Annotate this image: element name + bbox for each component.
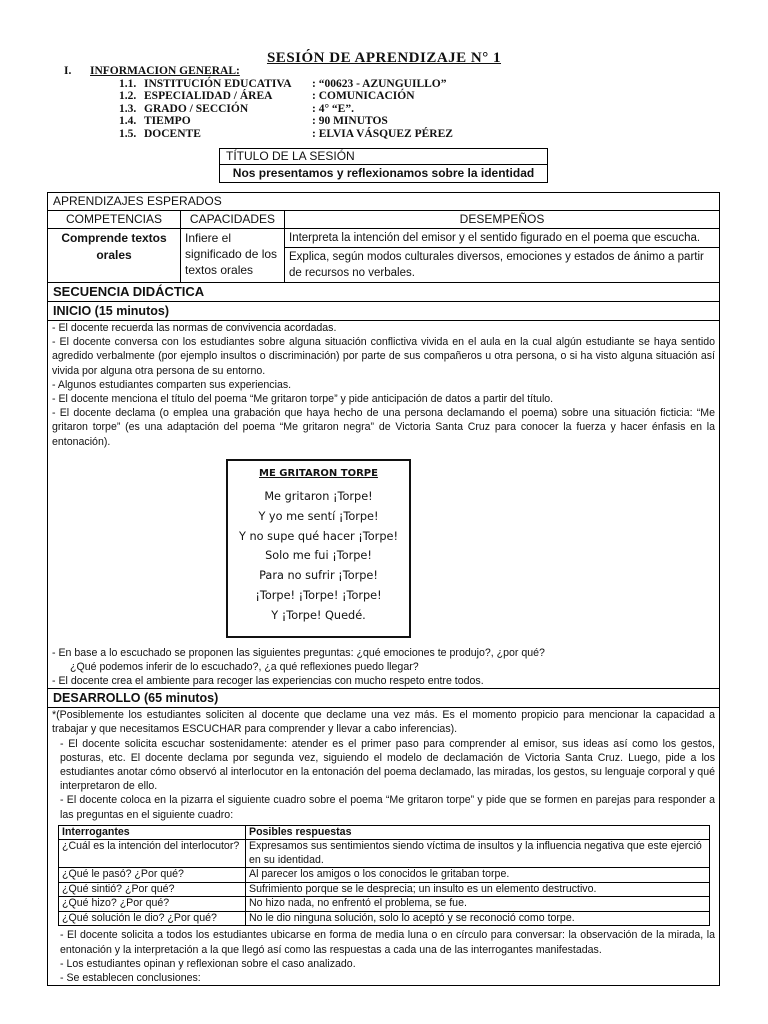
question-cell: ¿Qué solución le dio? ¿Por qué? [59,911,246,926]
session-title-text: Nos presentamos y reflexionamos sobre la identidad [232,166,535,180]
answer-cell: No hizo nada, no enfrentó el problema, se fue. [246,897,710,912]
poem-line: Y ¡Torpe! Quedé. [271,608,366,622]
table-row [59,882,710,897]
info-value: : “00623 - AZUNGUILLO” [312,77,447,90]
table-row [59,868,710,883]
question-cell: ¿Qué hizo? ¿Por qué? [59,897,246,912]
desempenos-cell [285,229,719,283]
poem-line: Para no sufrir ¡Torpe! [259,569,378,583]
inicio-heading: INICIO (15 minutos) [48,302,719,321]
answer-cell: No le dio ninguna solución, solo lo aceptó y se reconoció como torpe. [246,911,710,926]
col-competencias: COMPETENCIAS [48,211,181,229]
desarrollo-after-item: - Los estudiantes opinan y reflexionan sobre el caso analizado. [60,957,356,970]
answer-cell: Sufrimiento porque se le desprecia; un insulto es un elemento destructivo. [246,882,710,897]
inicio-item: - El docente recuerda las normas de convivencia acordadas. [52,322,337,334]
poem-line: Y yo me sentí ¡Torpe! [258,509,379,523]
desarrollo-content [48,708,719,985]
capacidad-cell: Infiere el significado de los textos orales [181,229,285,283]
inicio-after-item: ¿Qué podemos inferir de lo escuchado?, ¿a qué reflexiones puedo llegar? [70,660,419,673]
desarrollo-after-item: - El docente solicita a todos los estudiantes ubicarse en forma de media luna o en círculo para conversar: la observación de la mirada, la entonación y la interpretación a la que llegó así como las respuestas a cada una de las interrogantes manifestadas. [60,929,715,956]
info-value: : ELVIA VÁSQUEZ PÉREZ [312,127,453,140]
info-label: DOCENTE [144,127,201,140]
col-desempenos: DESEMPEÑOS [285,211,719,229]
info-value: : 90 MINUTOS [312,115,388,127]
desarrollo-heading: DESARROLLO (65 minutos) [48,688,719,708]
questions-table [58,825,710,927]
question-cell: ¿Qué le pasó? ¿Por qué? [59,868,246,883]
desarrollo-after-item: - Se establecen conclusiones: [60,971,201,984]
desempeno-item: Interpreta la intención del emisor y el sentido figurado en el poema que escucha. [289,232,701,244]
aprendizajes-heading: APRENDIZAJES ESPERADOS [48,193,719,211]
inicio-item: - Algunos estudiantes comparten sus experiencias. [52,378,292,391]
desarrollo-item: - El docente solicita escuchar sostenidamente: atender es el primer paso para comprender al emisor, sus ideas así como los gestos, posturas, etc. El docente declama por segunda vez, siguiendo el modelo de declamación de Victoria Santa Cruz. Luego, pide a los estudiantes anotar cómo observó al interlocutor en la entonación del poema declamado, las miradas, los gestos, su lenguaje corporal y qué interpretaron de ello. [60,737,715,793]
inicio-item: - El docente declama (o emplea una grabación que haya hecho de una persona declamando el poema) sobre una situación ficticia: “Me gritaron torpe” (es una adaptación del poema “Me gritaron negra” de Victoria Santa Cruz para conocer la fuerza y hacer énfasis en la entonación). [52,407,715,448]
info-num: 1.4. [119,115,137,127]
info-num: 1.2. [119,90,137,102]
session-main-table [47,192,720,986]
info-label: GRADO / SECCIÓN [144,102,249,115]
table-header-row [59,825,710,840]
inicio-item: - El docente menciona el título del poema “Me gritaron torpe” y pide anticipación de datos a partir del título. [52,393,554,406]
answer-cell: Expresamos sus sentimientos siendo víctima de insultos y la influencia negativa que este ejerció en su identidad. [246,840,710,868]
info-num: 1.3. [119,102,137,115]
info-num: 1.5. [119,127,137,140]
table-row [59,911,710,926]
session-title-label: TÍTULO DE LA SESIÓN [220,149,547,165]
info-label: INSTITUCIÓN EDUCATIVA [144,77,292,90]
poem-title: ME GRITARON TORPE [259,467,378,479]
question-cell: ¿Qué sintió? ¿Por qué? [59,882,246,897]
secuencia-heading: SECUENCIA DIDÁCTICA [48,283,719,302]
table-row [59,897,710,912]
table-row [59,840,710,868]
info-label: TIEMPO [144,115,191,127]
col-respuestas: Posibles respuestas [246,825,710,840]
competencia-cell: Comprende textos orales [48,229,181,283]
desarrollo-item: - El docente coloca en la pizarra el siguiente cuadro sobre el poema “Me gritaron torpe” y pide que se formen en parejas para responder a las preguntas en el siguiente cuadro: [60,794,715,821]
inicio-after-item: - En base a lo escuchado se proponen las siguientes preguntas: ¿qué emociones te produjo?, ¿por qué? [52,646,545,659]
desempeno-item: Explica, según modos culturales diversos, emociones y estados de ánimo a partir de recursos no verbales. [285,247,719,282]
info-value: : COMUNICACIÓN [312,90,415,102]
col-capacidades: CAPACIDADES [181,211,285,229]
inicio-item: - El docente conversa con los estudiantes sobre alguna situación conflictiva vivida en el aula en la cual algún estudiante se haya sentido agredido verbalmente (por ejemplo insultos o discriminación) por parte de sus compañeros u otra persona, o si ha visto alguna situación así vivida por alguna otra persona de su entorno. [52,336,715,377]
info-num: 1.1. [119,77,137,90]
col-interrogantes: Interrogantes [59,825,246,840]
info-value: : 4° “E”. [312,102,354,115]
answer-cell: Al parecer los amigos o los conocidos le gritaban torpe. [246,868,710,883]
session-title-box [219,148,548,183]
poem-line: ¡Torpe! ¡Torpe! ¡Torpe! [255,589,382,603]
poem-box [226,459,411,638]
question-cell: ¿Cuál es la intención del interlocutor? [59,840,246,868]
inicio-content [48,321,719,688]
desarrollo-item: *(Posiblemente los estudiantes soliciten al docente que declame una vez más. Es el momento propicio para mencionar la capacidad a trabajar y que necesitamos ESCUCHAR para comprender y llevar a cabo inferencias). [52,709,715,736]
info-label: ESPECIALIDAD / ÁREA [144,90,273,102]
poem-line: Y no supe qué hacer ¡Torpe! [239,529,398,543]
poem-line: Me gritaron ¡Torpe! [264,490,373,504]
section-number: I. [64,65,72,77]
inicio-after-item: - El docente crea el ambiente para recoger las experiencias con mucho respeto entre todos. [52,675,484,688]
section-title: INFORMACION GENERAL: [90,65,240,77]
poem-line: Solo me fui ¡Torpe! [265,549,372,563]
aprendizajes-grid [48,211,719,283]
session-title-heading: SESIÓN DE APRENDIZAJE N° 1 [266,50,502,66]
